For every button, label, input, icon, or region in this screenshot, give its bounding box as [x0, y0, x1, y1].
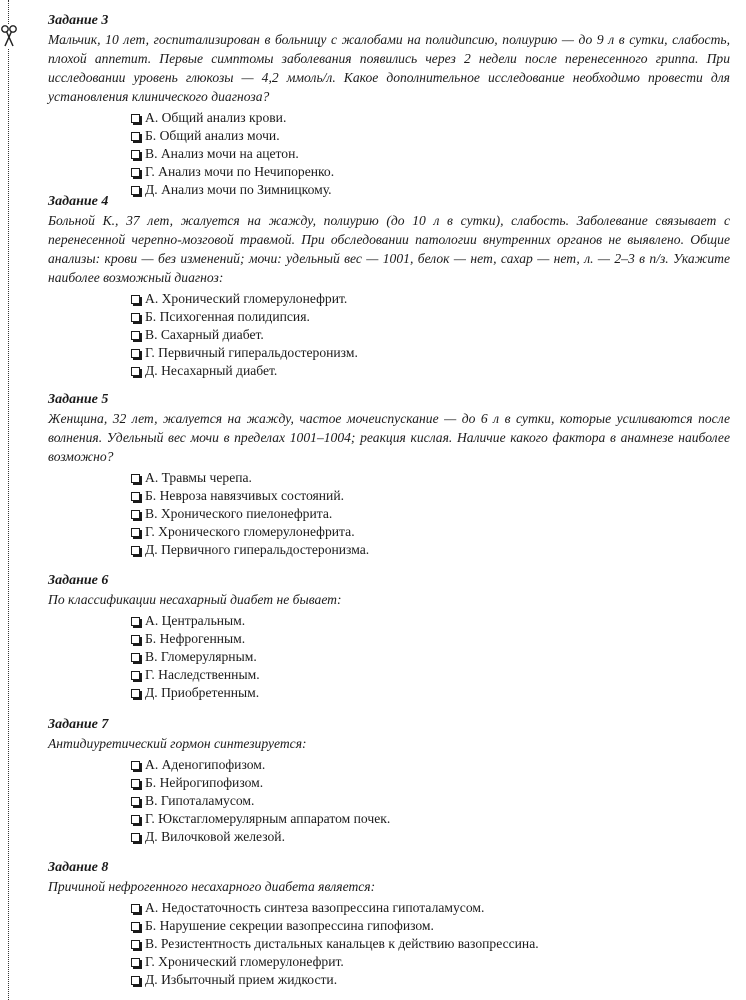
- checkbox-icon[interactable]: [131, 779, 140, 788]
- scissors-icon: [0, 24, 18, 48]
- answer-option[interactable]: [131, 163, 730, 181]
- option-label: В. Гипоталамусом.: [145, 793, 255, 808]
- checkbox-icon[interactable]: [131, 510, 140, 519]
- answer-option[interactable]: [131, 487, 730, 505]
- answer-option[interactable]: [131, 792, 730, 810]
- checkbox-icon[interactable]: [131, 958, 140, 967]
- option-label: Б. Нефрогенным.: [145, 631, 246, 646]
- option-label: Г. Наследственным.: [145, 667, 260, 682]
- answer-option[interactable]: [131, 612, 730, 630]
- option-label: Г. Юкстагломерулярным аппаратом почек.: [145, 811, 391, 826]
- answer-option[interactable]: [131, 810, 730, 828]
- checkbox-icon[interactable]: [131, 815, 140, 824]
- option-label: А. Центральным.: [145, 613, 246, 628]
- checkbox-icon[interactable]: [131, 114, 140, 123]
- option-label: А. Травмы черепа.: [145, 470, 252, 485]
- option-label: Б. Общий анализ мочи.: [145, 128, 280, 143]
- task-5: [48, 391, 730, 559]
- answer-option[interactable]: [131, 109, 730, 127]
- checkbox-icon[interactable]: [131, 833, 140, 842]
- answer-options: [48, 612, 730, 702]
- answer-option[interactable]: [131, 774, 730, 792]
- answer-options: [48, 109, 730, 199]
- answer-options: [48, 756, 730, 846]
- task-4: [48, 193, 730, 380]
- checkbox-icon[interactable]: [131, 132, 140, 141]
- option-label: Д. Приобретенным.: [145, 685, 260, 700]
- task-title: Задание 3: [48, 13, 109, 28]
- answer-option[interactable]: [131, 630, 730, 648]
- checkbox-icon[interactable]: [131, 367, 140, 376]
- answer-option[interactable]: [131, 326, 730, 344]
- task-title: Задание 8: [48, 860, 109, 875]
- answer-options: [48, 469, 730, 559]
- checkbox-icon[interactable]: [131, 797, 140, 806]
- task-text: По классификации несахарный диабет не бывает:: [48, 592, 342, 607]
- answer-option[interactable]: [131, 145, 730, 163]
- task-title: Задание 4: [48, 194, 109, 209]
- option-label: Г. Первичный гиперальдостеронизм.: [145, 345, 358, 360]
- answer-option[interactable]: [131, 344, 730, 362]
- checkbox-icon[interactable]: [131, 168, 140, 177]
- answer-option[interactable]: [131, 917, 730, 935]
- answer-option[interactable]: [131, 684, 730, 702]
- task-text: Антидиуретический гормон синтезируется:: [48, 736, 307, 751]
- option-label: А. Аденогипофизом.: [145, 757, 266, 772]
- option-label: Д. Избыточный прием жидкости.: [145, 972, 338, 987]
- task-6: [48, 572, 730, 702]
- checkbox-icon[interactable]: [131, 922, 140, 931]
- answer-options: [48, 290, 730, 380]
- answer-option[interactable]: [131, 308, 730, 326]
- checkbox-icon[interactable]: [131, 546, 140, 555]
- checkbox-icon[interactable]: [131, 528, 140, 537]
- answer-option[interactable]: [131, 899, 730, 917]
- checkbox-icon[interactable]: [131, 492, 140, 501]
- option-label: Б. Невроза навязчивых состояний.: [145, 488, 345, 503]
- answer-option[interactable]: [131, 971, 730, 989]
- answer-option[interactable]: [131, 666, 730, 684]
- task-text: Больной К., 37 лет, жалуется на жажду, полиурию (до 10 л в сутки), слабость. Заболевание связывает с перенесенной черепно-мозговой травмой. При обследовании патологии внутренних органов не выявлено. Общие анализы: крови — без изменений; мочи: удельный вес — 1001, белок — нет, сахар — нет, л. — 2–3 в п/з. Укажите наиболее возможный диагноз:: [48, 213, 730, 285]
- option-label: Г. Хронический гломерулонефрит.: [145, 954, 344, 969]
- option-label: В. Резистентность дистальных канальцев к действию вазопрессина.: [145, 936, 539, 951]
- checkbox-icon[interactable]: [131, 349, 140, 358]
- checkbox-icon[interactable]: [131, 150, 140, 159]
- task-text: Мальчик, 10 лет, госпитализирован в больницу с жалобами на полидипсию, полиурию — до 9 л в сутки, слабость, плохой аппетит. Первые симптомы заболевания появились через 2 недели после перенесенного гриппа. При исследовании уровень глюкозы — 4,2 ммоль/л. Какое дополнительное исследование необходимо провести для установления клинического диагноза?: [48, 32, 730, 104]
- answer-option[interactable]: [131, 505, 730, 523]
- answer-options: [48, 899, 730, 989]
- checkbox-icon[interactable]: [131, 635, 140, 644]
- option-label: Д. Анализ мочи по Зимницкому.: [145, 182, 332, 197]
- checkbox-icon[interactable]: [131, 331, 140, 340]
- option-label: В. Хронического пиелонефрита.: [145, 506, 333, 521]
- answer-option[interactable]: [131, 362, 730, 380]
- checkbox-icon[interactable]: [131, 904, 140, 913]
- option-label: Б. Нарушение секреции вазопрессина гипофизом.: [145, 918, 434, 933]
- checkbox-icon[interactable]: [131, 295, 140, 304]
- task-8: [48, 859, 730, 989]
- option-label: В. Гломерулярным.: [145, 649, 257, 664]
- task-title: Задание 7: [48, 717, 109, 732]
- checkbox-icon[interactable]: [131, 653, 140, 662]
- option-label: Б. Нейрогипофизом.: [145, 775, 264, 790]
- option-label: Г. Хронического гломерулонефрита.: [145, 524, 355, 539]
- cut-line: [8, 0, 9, 1000]
- answer-option[interactable]: [131, 523, 730, 541]
- answer-option[interactable]: [131, 290, 730, 308]
- answer-option[interactable]: [131, 541, 730, 559]
- option-label: Д. Первичного гиперальдостеронизма.: [145, 542, 370, 557]
- checkbox-icon[interactable]: [131, 474, 140, 483]
- option-label: А. Недостаточность синтеза вазопрессина гипоталамусом.: [145, 900, 485, 915]
- answer-option[interactable]: [131, 953, 730, 971]
- task-title: Задание 5: [48, 392, 109, 407]
- option-label: В. Анализ мочи на ацетон.: [145, 146, 299, 161]
- option-label: А. Общий анализ крови.: [145, 110, 287, 125]
- task-title: Задание 6: [48, 573, 109, 588]
- answer-option[interactable]: [131, 828, 730, 846]
- answer-option[interactable]: [131, 648, 730, 666]
- option-label: В. Сахарный диабет.: [145, 327, 264, 342]
- task-text: Причиной нефрогенного несахарного диабета является:: [48, 879, 376, 894]
- option-label: Г. Анализ мочи по Нечипоренко.: [145, 164, 335, 179]
- answer-option[interactable]: [131, 935, 730, 953]
- task-text: Женщина, 32 лет, жалуется на жажду, частое мочеиспускание — до 6 л в сутки, которые усиливаются после волнения. Удельный вес мочи в пределах 1001–1004; реакция кислая. Наличие какого фактора в анамнезе наиболее возможно?: [48, 411, 730, 464]
- option-label: А. Хронический гломерулонефрит.: [145, 291, 348, 306]
- task-3: [48, 12, 730, 199]
- checkbox-icon[interactable]: [131, 976, 140, 985]
- checkbox-icon[interactable]: [131, 313, 140, 322]
- task-7: [48, 716, 730, 846]
- answer-option[interactable]: [131, 756, 730, 774]
- checkbox-icon[interactable]: [131, 689, 140, 698]
- option-label: Д. Вилочковой железой.: [145, 829, 285, 844]
- option-label: Б. Психогенная полидипсия.: [145, 309, 310, 324]
- checkbox-icon[interactable]: [131, 671, 140, 680]
- checkbox-icon[interactable]: [131, 761, 140, 770]
- answer-option[interactable]: [131, 469, 730, 487]
- checkbox-icon[interactable]: [131, 940, 140, 949]
- answer-option[interactable]: [131, 127, 730, 145]
- checkbox-icon[interactable]: [131, 617, 140, 626]
- option-label: Д. Несахарный диабет.: [145, 363, 278, 378]
